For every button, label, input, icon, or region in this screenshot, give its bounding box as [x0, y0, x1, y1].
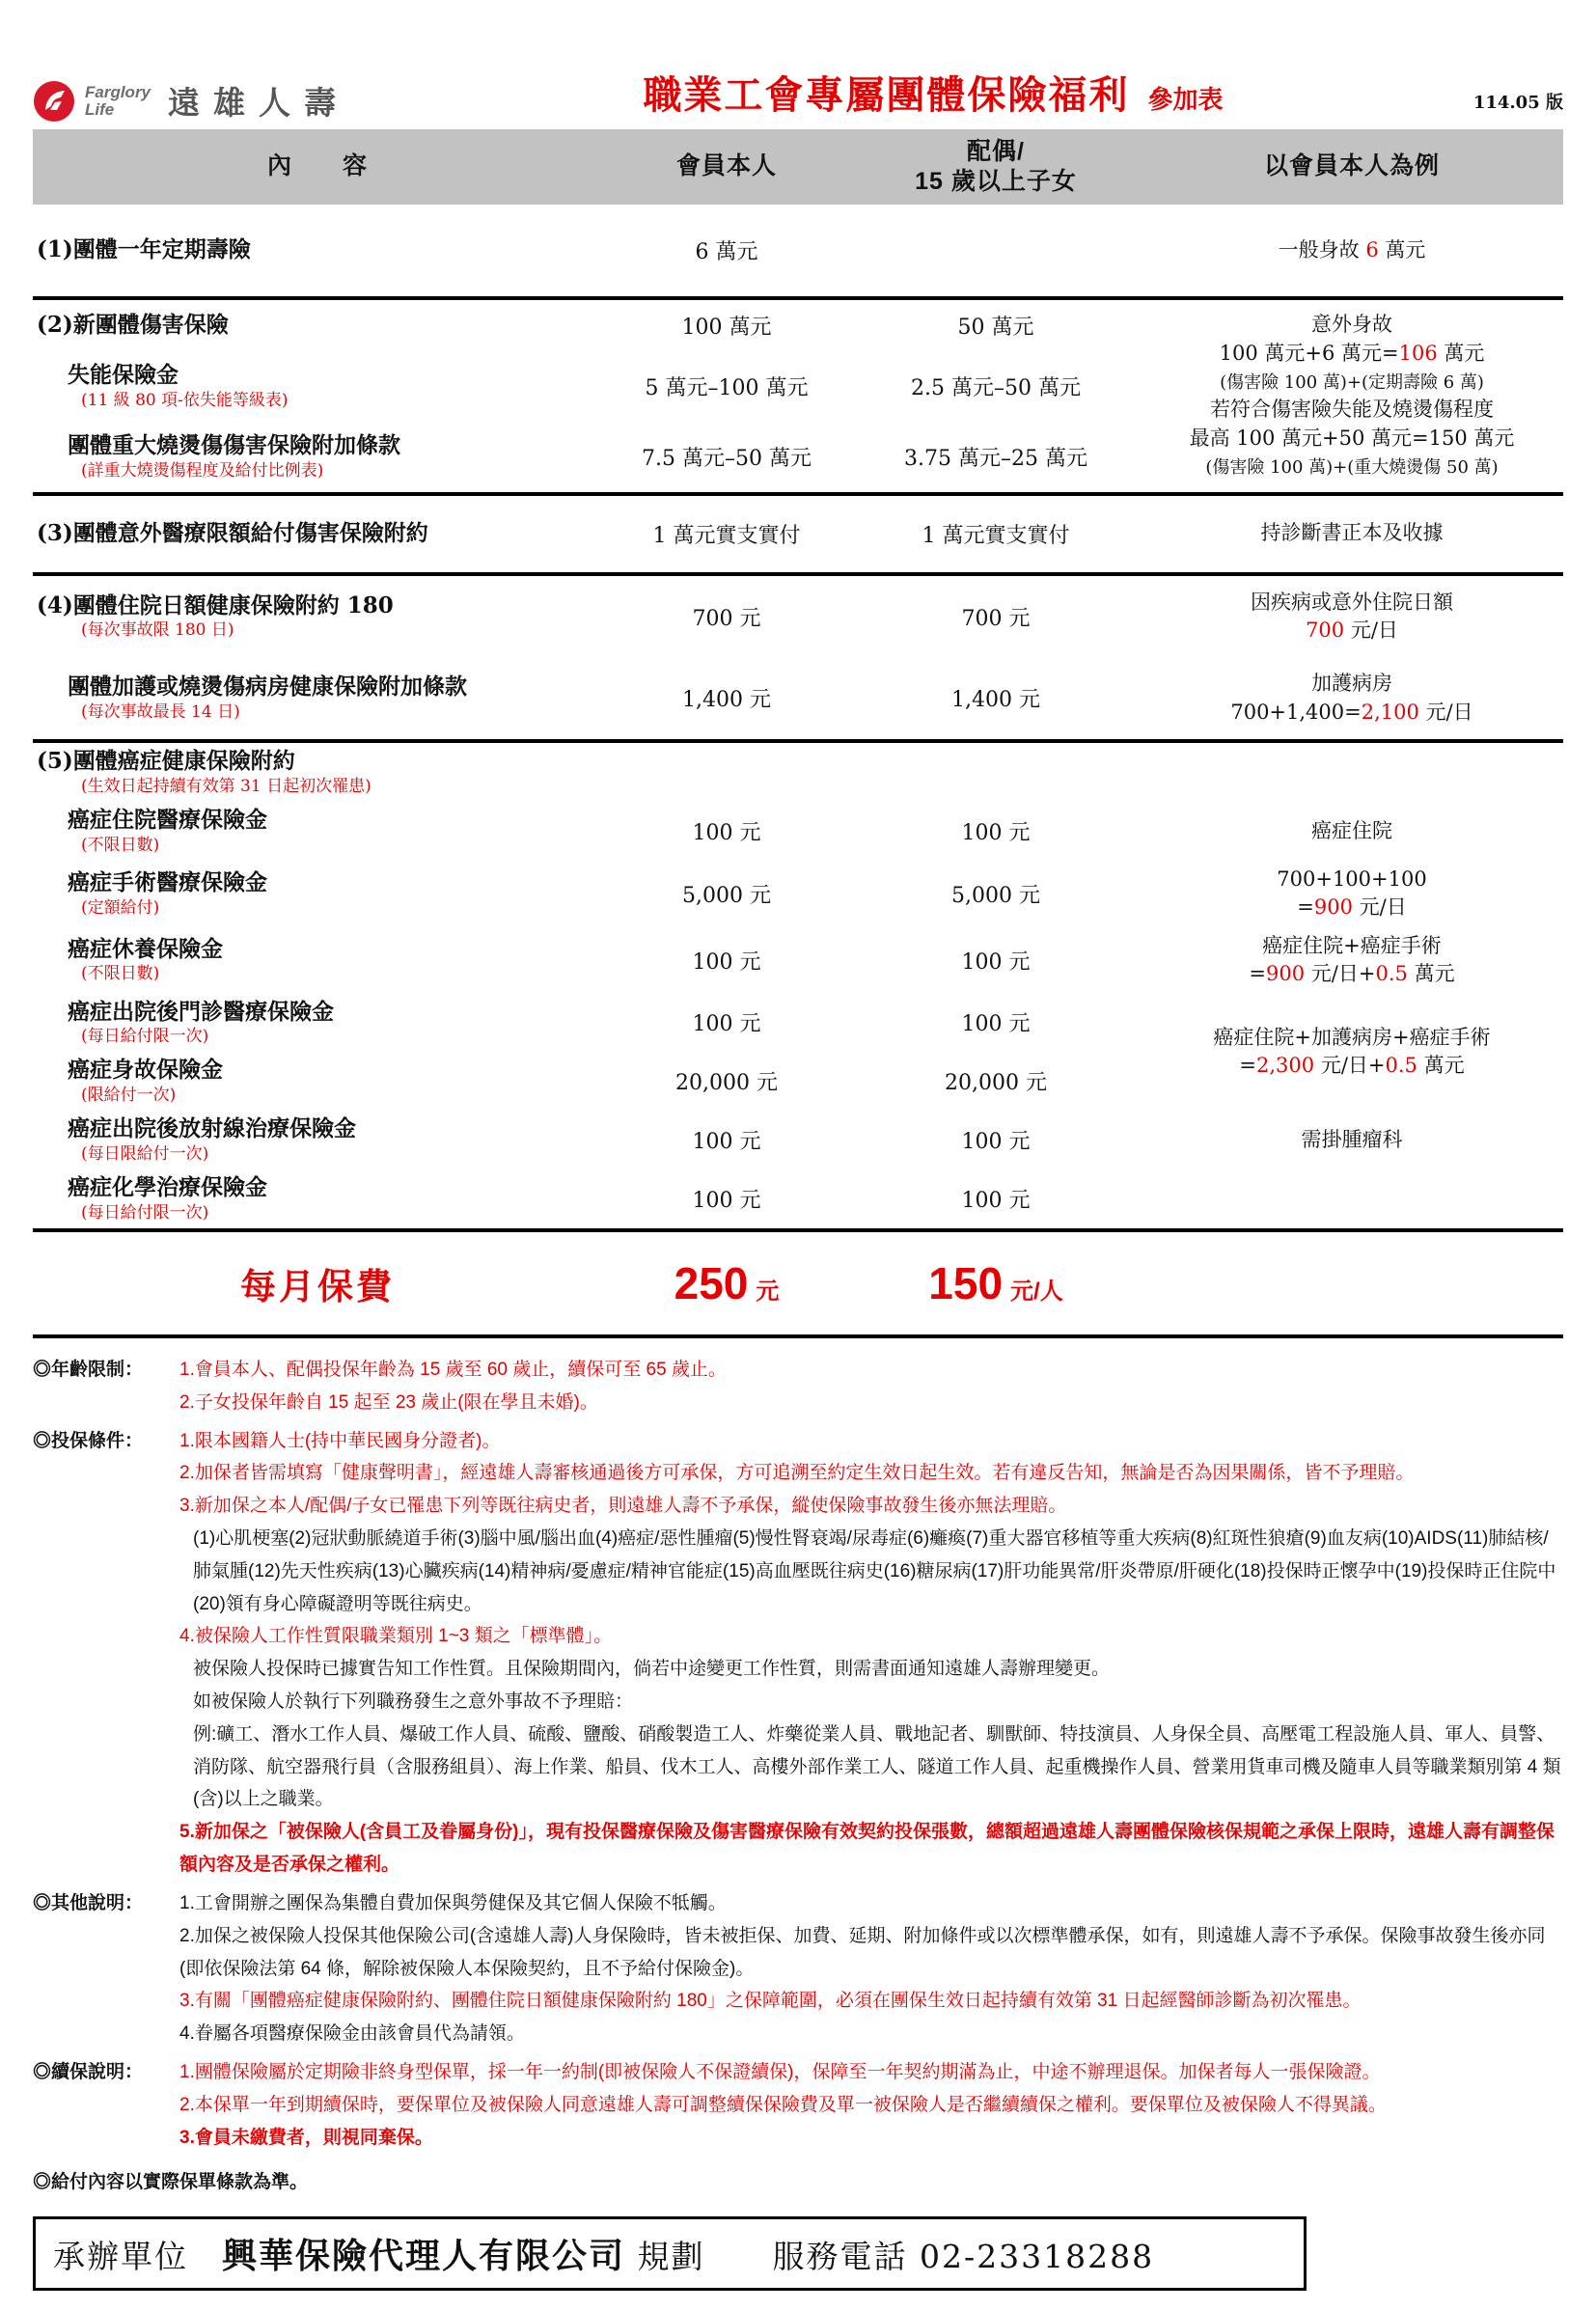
text-segment: 萬元	[1378, 237, 1426, 261]
example-cell	[1141, 494, 1563, 574]
text-segment: 700+1,400=	[1230, 700, 1362, 724]
example-cell	[1141, 741, 1563, 802]
brand-en-line2: Life	[85, 99, 115, 119]
item-note: (詳重大燒燙傷程度及給付比例表)	[81, 460, 324, 481]
item-title: (5)團體癌症健康保險附約	[37, 748, 295, 775]
premium-member-value	[602, 1230, 851, 1336]
document-title	[448, 65, 1418, 124]
member-amount-cell: 100 元	[692, 1188, 761, 1213]
table-row	[33, 741, 1563, 802]
example-line	[1144, 368, 1559, 396]
member-amount-cell: 20,000 元	[675, 1071, 778, 1096]
content-cell	[33, 657, 602, 741]
text-segment: 加護病房	[1311, 672, 1392, 696]
spouse-amount-cell: 50 萬元	[957, 316, 1034, 340]
table-row	[33, 994, 1563, 1053]
content-cell	[33, 1052, 602, 1111]
note-lines	[179, 1887, 1563, 2050]
example-line	[1144, 396, 1559, 424]
note-label: ◎續保說明：	[33, 2061, 144, 2082]
item-title: 癌症出院後門診醫療保險金	[68, 998, 334, 1025]
content-cell	[33, 994, 602, 1053]
text-segment: (傷害險 100 萬)+(定期壽險 6 萬)	[1220, 371, 1484, 393]
note-line: 1.限本國籍人士(持中華民國身分證者)。	[179, 1430, 501, 1451]
table-row	[33, 657, 1563, 741]
premium-row	[33, 1230, 1563, 1336]
note-line: 1.團體保險屬於定期險非終身型保單，採一年一約制(即被保險人不保證續保)，保障至一年契約期滿為止，中途不辦理退保。加保者每人一張保險證。	[179, 2061, 1381, 2082]
table-section	[33, 741, 1563, 1230]
example-line	[1144, 453, 1559, 481]
spouse-amount-cell: 100 元	[961, 821, 1031, 846]
text-segment: 持診斷書正本及收據	[1260, 521, 1444, 545]
item-title: (3)團體意外醫療限額給付傷害保險附約	[37, 519, 428, 546]
brand-name-en	[85, 84, 151, 118]
table-section	[33, 298, 1563, 494]
text-segment: (傷害險 100 萬)+(重大燒燙傷 50 萬)	[1205, 457, 1499, 479]
text-segment: 癌症住院+加護病房+癌症手術	[1213, 1025, 1491, 1049]
example-cell	[1141, 1169, 1563, 1230]
item-title: (2)新團體傷害保險	[37, 312, 229, 339]
note-line: 2.本保單一年到期續保時，要保單位及被保險人同意遠雄人壽可調整續保保險費及單一被保險人是否繼續續保之權利。要保單位及被保險人不得異議。	[179, 2094, 1387, 2115]
note-block	[33, 1887, 1563, 2050]
example-line	[1144, 311, 1559, 339]
table-section	[33, 494, 1563, 574]
item-note: (生效日起持續有效第 31 日起初次罹患)	[81, 777, 371, 796]
member-amount-cell: 100 元	[692, 1130, 761, 1155]
content-cell	[33, 298, 602, 351]
example-line	[1144, 670, 1559, 698]
version-label: 114.05 版	[1472, 93, 1563, 113]
item-title: 癌症化學治療保險金	[68, 1174, 267, 1201]
table-row	[33, 494, 1563, 574]
content-cell	[33, 927, 602, 994]
note-block	[33, 2056, 1563, 2154]
item-title: (1)團體一年定期壽險	[37, 236, 251, 263]
note-line: 4.被保險人工作性質限職業類別 1~3 類之「標準體」。	[179, 1626, 613, 1647]
content-cell	[33, 1169, 602, 1230]
item-title: 團體加護或燒燙傷病房健康保險附加條款	[68, 674, 467, 701]
example-cell	[1141, 927, 1563, 994]
example-cell	[1141, 205, 1563, 298]
text-segment: 900	[1266, 962, 1306, 986]
text-segment: 一般身故	[1278, 237, 1366, 261]
item-title: 癌症出院後放射線治療保險金	[68, 1115, 356, 1142]
note-line: 1.會員本人、配偶投保年齡為 15 歲至 60 歲止，續保可至 65 歲止。	[179, 1359, 727, 1380]
spouse-amount-cell: 100 元	[961, 1188, 1031, 1213]
text-segment: 100 萬元+6 萬元=	[1219, 341, 1399, 365]
note-line: 1.工會開辦之團保為集體自費加保與勞健保及其它個人保險不牴觸。	[179, 1892, 727, 1913]
item-title: 癌症手術醫療保險金	[68, 868, 267, 895]
header-spouse-line1: 配偶/	[967, 137, 1025, 165]
benefit-table	[33, 129, 1563, 1338]
table-row	[33, 861, 1563, 927]
member-amount-cell: 5,000 元	[682, 883, 771, 908]
example-line	[1144, 589, 1559, 617]
table-row	[33, 1169, 1563, 1230]
spouse-amount-cell: 1,400 元	[951, 688, 1040, 713]
member-amount-cell: 5 萬元–100 萬元	[645, 375, 809, 400]
premium-member-unit: 元	[756, 1278, 780, 1305]
text-segment: 700	[1306, 619, 1345, 643]
text-segment: 元/日	[1418, 700, 1473, 724]
text-segment: 6	[1365, 237, 1379, 261]
content-cell	[33, 494, 602, 574]
content-cell	[33, 422, 602, 494]
text-segment: 承辦單位	[53, 2238, 222, 2276]
text-segment: 2,100	[1361, 700, 1419, 724]
member-amount-cell: 100 元	[692, 1012, 761, 1037]
note-line: 被保險人投保時已據實告知工作性質。且保險期間內，倘若中途變更工作性質，則需書面通知遠雄人壽辦理變更。	[193, 1659, 1111, 1680]
text-segment: =	[1297, 895, 1314, 920]
example-line	[1144, 960, 1559, 988]
note-block	[33, 1354, 1563, 1419]
example-cell	[1141, 994, 1563, 1112]
text-segment: 0.5	[1385, 1054, 1417, 1078]
spouse-amount-cell: 3.75 萬元–25 萬元	[904, 446, 1087, 471]
table-row	[33, 1111, 1563, 1169]
item-note: (每次事故限 180 日)	[81, 620, 234, 641]
premium-spouse-value	[851, 1230, 1141, 1336]
content-cell	[33, 741, 602, 802]
spouse-amount-cell: 5,000 元	[951, 883, 1040, 908]
item-note: (限給付一次)	[81, 1086, 177, 1106]
item-note: (每次事故最長 14 日)	[81, 702, 240, 723]
item-note: (定額給付)	[81, 897, 160, 918]
item-title: 癌症身故保險金	[68, 1057, 223, 1084]
example-line	[1144, 1126, 1559, 1154]
example-line	[1144, 236, 1559, 264]
text-segment: 興華保險代理人有限公司	[222, 2236, 626, 2277]
example-line	[1144, 1024, 1559, 1052]
text-segment: =	[1239, 1054, 1257, 1078]
note-line: 如被保險人於執行下列職務發生之意外事故不予理賠：	[193, 1691, 634, 1712]
item-title: 癌症住院醫療保險金	[68, 807, 267, 834]
item-note: (每日給付限一次)	[81, 1202, 209, 1223]
spouse-amount-cell: 700 元	[961, 606, 1031, 631]
example-line	[1144, 519, 1559, 547]
member-amount-cell: 1 萬元實支實付	[652, 523, 801, 548]
item-title: 團體重大燒燙傷傷害保險附加條款	[68, 431, 400, 458]
example-line	[1144, 1052, 1559, 1080]
item-note: (不限日數)	[81, 964, 160, 984]
note-lines	[179, 2056, 1563, 2154]
spouse-amount-cell: 20,000 元	[945, 1071, 1047, 1096]
note-line: (1)心肌梗塞(2)冠狀動脈繞道手術(3)腦中風/腦出血(4)癌症/惡性腫瘤(5)慢性腎衰竭/尿毒症(6)癱瘓(7)重大器官移植等重大疾病(8)紅斑性狼瘡(9)血友病(10)AIDS(11)肺結核/肺氣腫(12)先天性疾病(13)心臟疾病(14)精神病/憂慮症/精神官能症(15)高血壓既往病史(16)糖尿病(17)肝功能異常/肝炎帶原/肝硬化(18)投保時正懷孕中(19)投保時正住院中(20)領有身心障礙證明等既往病史。	[193, 1527, 1556, 1614]
header-spouse	[851, 129, 1141, 205]
example-cell	[1141, 861, 1563, 927]
example-line	[1144, 817, 1559, 845]
agency-box	[33, 2216, 1307, 2291]
member-amount-cell	[602, 741, 851, 802]
note-line: 3.會員未繳費者，則視同棄保。	[179, 2127, 433, 2148]
text-segment: 元/日	[1352, 895, 1407, 920]
text-segment: 萬元	[1407, 962, 1455, 986]
content-cell	[33, 802, 602, 861]
spouse-amount-cell: 1 萬元實支實付	[922, 523, 1070, 548]
example-line	[1144, 894, 1559, 921]
item-title: 失能保險金	[68, 362, 179, 388]
premium-spouse-amount: 150	[928, 1257, 1004, 1308]
premium-example-empty	[1141, 1230, 1563, 1336]
spouse-amount-cell: 100 元	[961, 949, 1031, 975]
member-amount-cell: 100 萬元	[681, 316, 772, 340]
text-segment: 元/日	[1344, 619, 1398, 643]
text-segment: 最高 100 萬元+50 萬元=150 萬元	[1189, 426, 1515, 450]
notes-section	[33, 1354, 1563, 2155]
spouse-amount-cell	[851, 741, 1141, 802]
text-segment: 106	[1398, 341, 1438, 365]
text-segment: 元/日+	[1305, 962, 1376, 986]
note-line: 2.加保者皆需填寫「健康聲明書」，經遠雄人壽審核通過後方可承保，方可追溯至約定生效日起生效。若有違反告知，無論是否為因果關係，皆不予理賠。	[179, 1463, 1415, 1484]
note-label: ◎年齡限制：	[33, 1359, 144, 1380]
table-row	[33, 927, 1563, 994]
spouse-amount-cell: 100 元	[961, 1130, 1031, 1155]
table-header	[33, 129, 1563, 205]
farglory-logo	[33, 78, 448, 124]
text-segment: 需掛腫瘤科	[1301, 1127, 1403, 1151]
item-title: 癌症休養保險金	[68, 935, 223, 962]
text-segment: 0.5	[1375, 962, 1408, 986]
title-main: 職業工會專屬團體保險福利	[643, 74, 1130, 117]
text-segment: 意外身故	[1311, 313, 1392, 337]
text-segment: 若符合傷害險失能及燒燙傷程度	[1210, 398, 1494, 422]
final-note: ◎給付內容以實際保單條款為準。	[33, 2172, 309, 2193]
farglory-logo-icon	[33, 80, 75, 123]
note-line: 例:礦工、潛水工作人員、爆破工作人員、硫酸、鹽酸、硝酸製造工人、炸藥從業人員、戰地記者、馴獸師、特技演員、人身保全員、高壓電工程設施人員、軍人、員警、消防隊、航空器飛行員（含服務組員）、海上作業、船員、伐木工人、高樓外部作業工人、隧道工作人員、起重機操作人員、營業用貨車司機及隨車人員等職業類別第 4 類(含)以上之職業。	[193, 1723, 1561, 1810]
note-line: 2.子女投保年齡自 15 起至 23 歲止(限在學且未婚)。	[179, 1391, 598, 1413]
premium-label: 每月保費	[240, 1266, 395, 1306]
content-cell	[33, 1111, 602, 1169]
header-content: 內 容	[33, 129, 602, 205]
premium-section	[33, 1230, 1563, 1336]
note-line: 3.新加保之本人/配偶/子女已罹患下列等既往病史者，則遠雄人壽不予承保，縱使保險事故發生後亦無法理賠。	[179, 1496, 1067, 1517]
example-line	[1144, 932, 1559, 960]
item-note: (不限日數)	[81, 835, 160, 855]
table-row	[33, 298, 1563, 351]
header-example: 以會員本人為例	[1141, 129, 1563, 205]
note-lines	[179, 1354, 1563, 1419]
item-note: (11 級 80 項-依失能等級表)	[81, 390, 289, 410]
note-line: 5.新加保之「被保險人(含員工及眷屬身份)」，現有投保醫療保險及傷害醫療保險有效契約投保張數，總額超過遠雄人壽團體保險核保規範之承保上限時，遠雄人壽有調整保額內容及是否承保之權利。	[179, 1822, 1555, 1876]
example-cell	[1141, 298, 1563, 494]
spouse-amount-cell	[851, 205, 1141, 298]
premium-spouse-unit: 元/人	[1010, 1278, 1063, 1305]
content-cell	[33, 351, 602, 422]
example-cell	[1141, 574, 1563, 658]
example-cell	[1141, 802, 1563, 861]
content-cell	[33, 574, 602, 658]
note-label: ◎其他說明：	[33, 1892, 144, 1913]
spouse-amount-cell: 100 元	[961, 1012, 1031, 1037]
member-amount-cell: 7.5 萬元–50 萬元	[642, 446, 812, 471]
brand-name-zh: 遠雄人壽	[168, 85, 350, 121]
text-segment: 2,300	[1256, 1054, 1315, 1078]
premium-member-amount: 250	[674, 1257, 749, 1308]
example-line	[1144, 425, 1559, 453]
example-line	[1144, 866, 1559, 894]
title-sub: 參加表	[1147, 85, 1224, 114]
text-segment: 900	[1313, 895, 1353, 920]
table-row	[33, 574, 1563, 658]
table-section	[33, 574, 1563, 742]
example-line	[1144, 340, 1559, 368]
example-line	[1144, 699, 1559, 727]
example-cell	[1141, 657, 1563, 741]
note-line: 4.眷屬各項醫療保險金由該會員代為請領。	[179, 2023, 525, 2045]
document-header	[33, 48, 1563, 124]
member-amount-cell: 1,400 元	[682, 688, 771, 713]
member-amount-cell: 100 元	[692, 949, 761, 975]
note-lines	[179, 1425, 1563, 1882]
example-cell	[1141, 1111, 1563, 1169]
text-segment: 癌症住院	[1311, 818, 1392, 842]
note-block	[33, 1425, 1563, 1882]
text-segment: 癌症住院+癌症手術	[1262, 933, 1442, 957]
table-row	[33, 802, 1563, 861]
member-amount-cell: 700 元	[692, 606, 761, 631]
text-segment: 規劃 服務電話 02-23318288	[625, 2238, 1155, 2276]
text-segment: 元/日+	[1314, 1054, 1386, 1078]
header-member: 會員本人	[602, 129, 851, 205]
member-amount-cell: 6 萬元	[695, 240, 758, 264]
member-amount-cell: 100 元	[692, 821, 761, 846]
table-row	[33, 205, 1563, 298]
text-segment: 萬元	[1417, 1054, 1465, 1078]
text-segment: 萬元	[1437, 341, 1485, 365]
content-cell	[33, 205, 602, 298]
example-line	[1144, 617, 1559, 645]
item-note: (每日給付限一次)	[81, 1027, 209, 1047]
table-header-row	[33, 129, 1563, 205]
note-line: 3.有關「團體癌症健康保險附約、團體住院日額健康保險附約 180」之保障範圍，必須在團保生效日起持續有效第 31 日起經醫師診斷為初次罹患。	[179, 1991, 1362, 2012]
item-note: (每日限給付一次)	[81, 1143, 209, 1164]
spouse-amount-cell: 2.5 萬元–50 萬元	[911, 375, 1081, 400]
note-line: 2.加保之被保險人投保其他保險公司(含遠雄人壽)人身保險時，皆未被拒保、加費、延期、附加條件或以次標準體承保，如有，則遠雄人壽不予承保。保險事故發生後亦同(即依保險法第 64 條，解除被保險人本保險契約，且不予給付保險金)。	[179, 1925, 1546, 1979]
item-title: (4)團體住院日額健康保險附約 180	[37, 591, 394, 619]
text-segment: 700+100+100	[1277, 866, 1427, 891]
note-label: ◎投保條件：	[33, 1430, 144, 1451]
text-segment: =	[1249, 962, 1267, 986]
brand-en-line1: Farglory	[85, 83, 151, 102]
header-spouse-line2: 15 歲以上子女	[915, 168, 1077, 195]
content-cell	[33, 861, 602, 927]
text-segment: 因疾病或意外住院日額	[1251, 590, 1453, 614]
table-section	[33, 205, 1563, 298]
